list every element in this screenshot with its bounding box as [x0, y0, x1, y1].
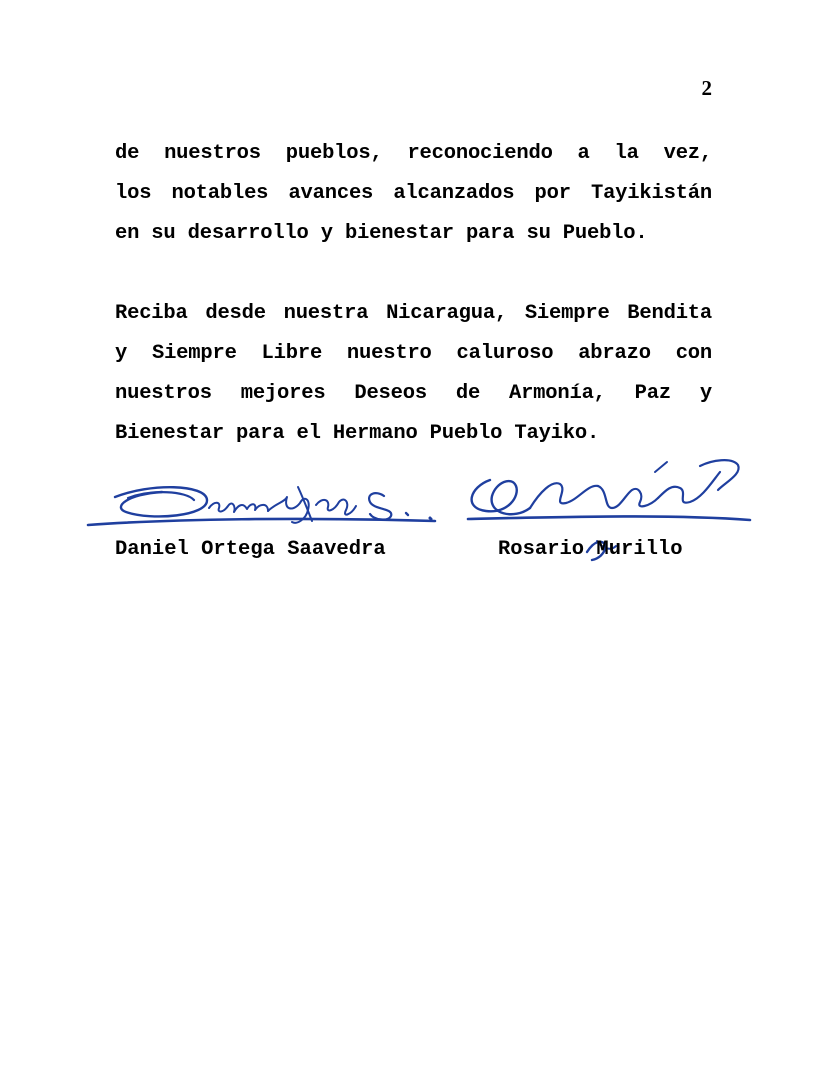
text-line: nuestros mejores Deseos de Armonía, Paz y [115, 382, 712, 405]
text-line: y Siempre Libre nuestro caluroso abrazo con [115, 342, 712, 365]
text-line: Bienestar para el Hermano Pueblo Tayiko. [115, 422, 600, 445]
letter-paragraph-1 [115, 134, 712, 254]
signatory-name-1: Daniel Ortega Saavedra [115, 538, 386, 561]
text-line: de nuestros pueblos, reconociendo a la vez, [115, 142, 712, 165]
text-line: los notables avances alcanzados por Tayikistán [115, 182, 712, 205]
signatory-name-2: Rosario Murillo [498, 538, 683, 561]
text-line: Reciba desde nuestra Nicaragua, Siempre Bendita [115, 302, 712, 325]
text-line: en su desarrollo y bienestar para su Pueblo. [115, 222, 648, 245]
signature-daniel-ortega [88, 487, 435, 525]
letter-paragraph-2 [115, 294, 712, 454]
page-number: 2 [701, 76, 712, 100]
